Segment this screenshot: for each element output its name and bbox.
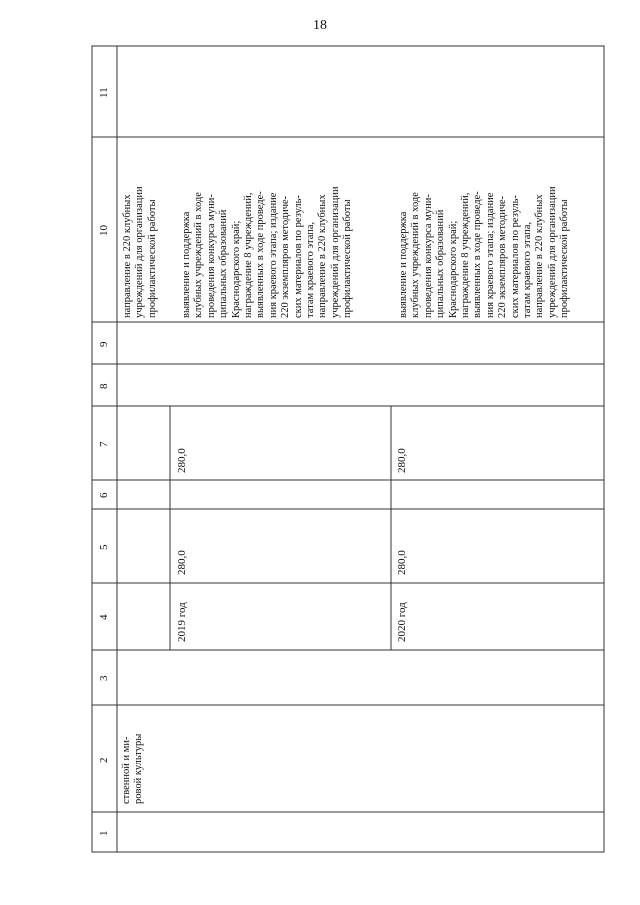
column-number-5: 5 (98, 544, 110, 550)
column-number-1: 1 (98, 830, 110, 836)
row-header-col10-text: направление в 220 клубных учреждений для организации профилактической работы (122, 186, 158, 318)
row-2020-col10-text: выявление и поддержка клубных учреждений в ходе проведения конкурса муни- ципальных образований Краснодарского край; награждение 8 учреждений, выявленных в ходе проведе- ния краевого этапа; издание 220 экземпляров методиче- ских материалов по резуль- татам краевого этапа, направление в 220 клубных учреждений для организации профилактической работы (398, 186, 571, 318)
column-number-3: 3 (98, 675, 110, 681)
row-2019-col10-text: выявление и поддержка клубных учреждений в ходе проведения конкурса муни- ципальных образований Краснодарского край; награждение 8 учреждений, выявленных в ходе проведе- ния краевого этапа; издание 220 экземпляров методиче- ских материалов по резуль- татам краевого этапа, направление в 220 клубных учреждений для организации профилактической работы (181, 186, 354, 318)
column-number-11: 11 (98, 87, 110, 98)
row-2020-col7: 280,0 (396, 448, 408, 473)
row-2019-year: 2019 год (176, 602, 188, 642)
column-number-8: 8 (98, 383, 110, 389)
column-number-2: 2 (98, 757, 110, 763)
column-number-7: 7 (98, 441, 110, 447)
column-number-6: 6 (98, 492, 110, 498)
column-number-10: 10 (98, 225, 110, 236)
row-2019-col5: 280,0 (176, 550, 188, 575)
page-number: 18 (313, 18, 327, 33)
column-number-9: 9 (98, 341, 110, 347)
row-header-col2-text: ственной и ми- ровой культуры (121, 733, 145, 804)
row-2020-year: 2020 год (396, 602, 408, 642)
row-2019-col7: 280,0 (176, 448, 188, 473)
column-number-4: 4 (98, 614, 110, 620)
row-2020-col5: 280,0 (396, 550, 408, 575)
